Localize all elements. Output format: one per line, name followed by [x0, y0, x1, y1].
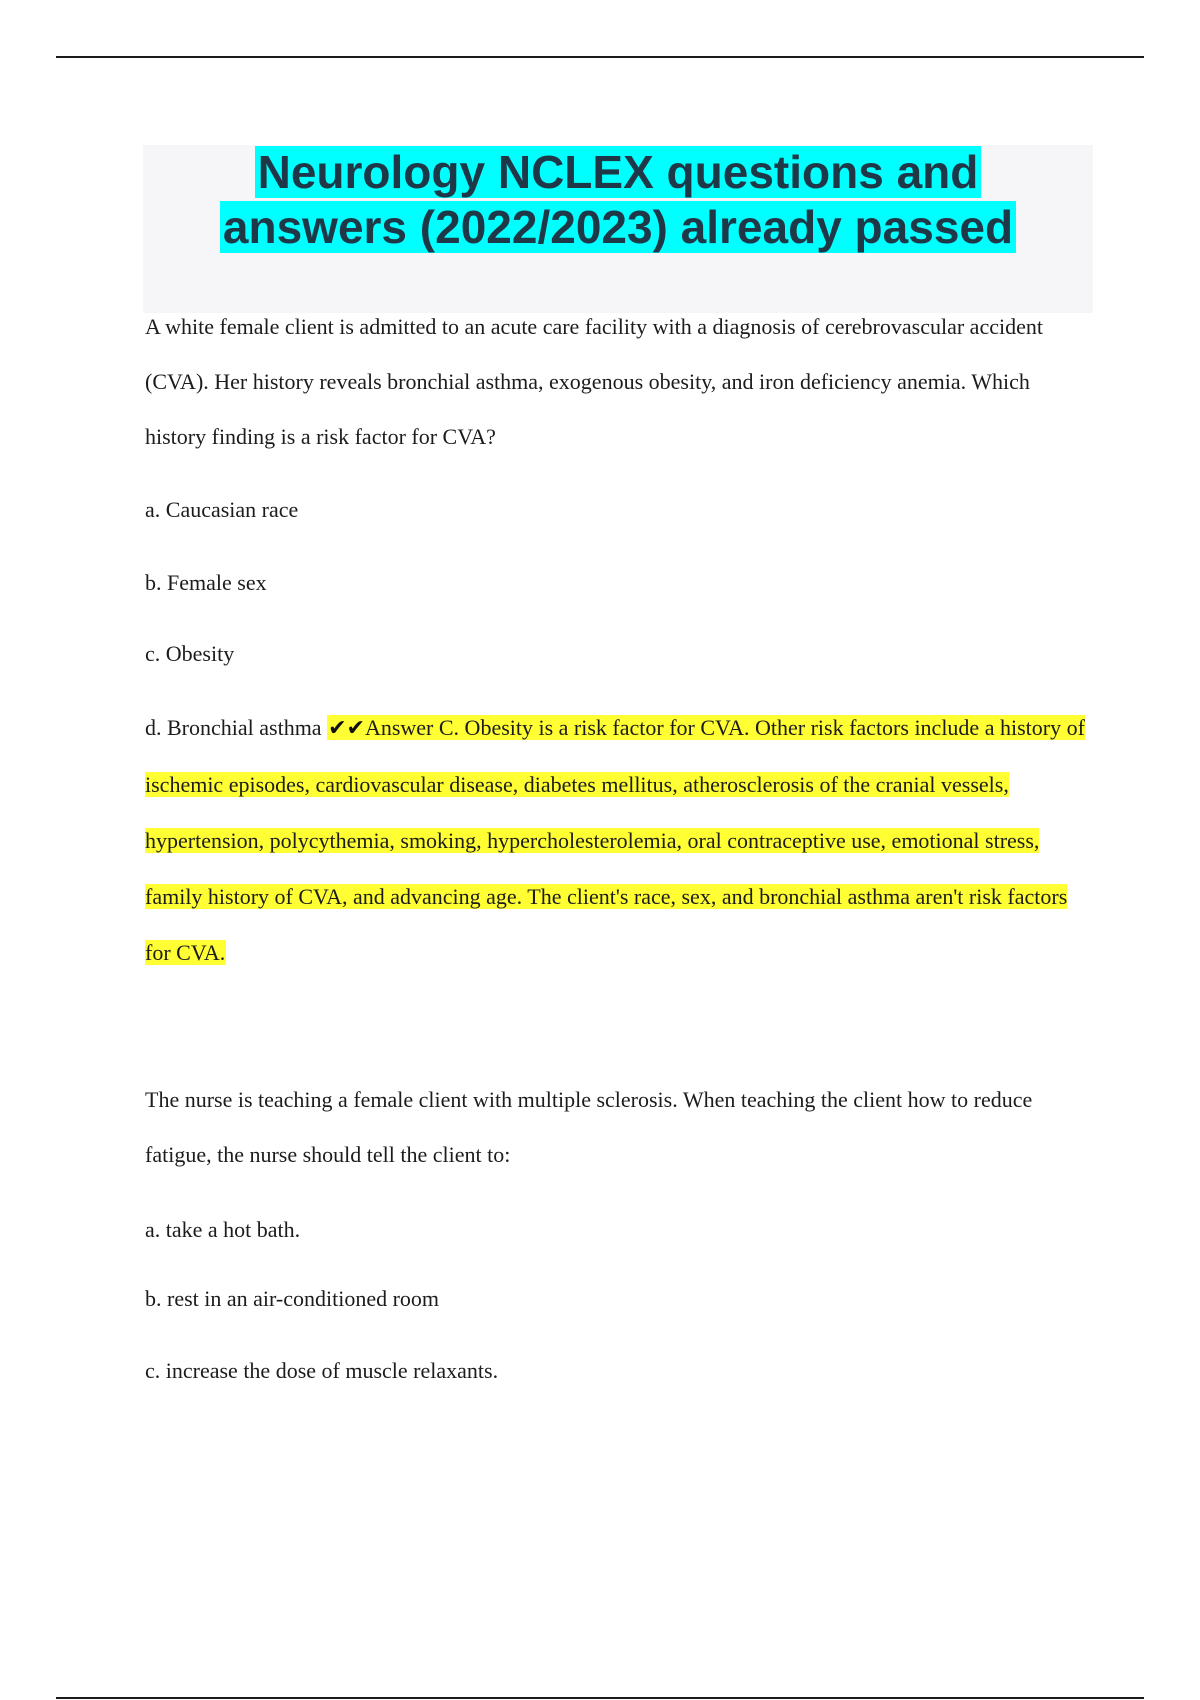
answer-highlight	[145, 715, 1085, 965]
question-1-option-d: d. Bronchial asthma	[145, 715, 322, 740]
question-2-option-b: b. rest in an air-conditioned room	[145, 1286, 440, 1311]
double-check-icon: ✔✔	[328, 716, 365, 741]
question-1-option-b: b. Female sex	[145, 570, 267, 595]
header-rule	[56, 56, 1144, 58]
question-1-option-d-with-answer	[145, 700, 1085, 981]
document-title	[143, 145, 1093, 255]
question-1-option-a: a. Caucasian race	[145, 497, 299, 522]
question-2-option-a: a. take a hot bath.	[145, 1217, 301, 1242]
question-2-stem: The nurse is teaching a female client with multiple sclerosis. When teaching the client how to reduce fatigue, the nurse should tell the client to:	[145, 1087, 1033, 1167]
question-1-answer: Answer C. Obesity is a risk factor for CVA. Other risk factors include a history of ischemic episodes, cardiovascular disease, diabetes mellitus, atherosclerosis of the cranial vessels, hypertension, polycythemia, smoking, hypercholesterolemia, oral contraceptive use, emotional stress, family history of CVA, and advancing age. The client's race, sex, and bronchial asthma aren't risk factors for CVA.	[145, 715, 1085, 965]
question-1-option-c: c. Obesity	[145, 641, 235, 666]
question-2-option-c: c. increase the dose of muscle relaxants.	[145, 1358, 499, 1383]
question-1-stem: A white female client is admitted to an acute care facility with a diagnosis of cerebrovascular accident (CVA). Her history reveals bronchial asthma, exogenous obesity, and iron deficiency anemia. Which history finding is a risk factor for CVA?	[145, 314, 1043, 449]
title-line-2: answers (2022/2023) already passed	[220, 201, 1016, 253]
footer-rule	[56, 1697, 1144, 1699]
title-line-1: Neurology NCLEX questions and	[255, 146, 982, 198]
